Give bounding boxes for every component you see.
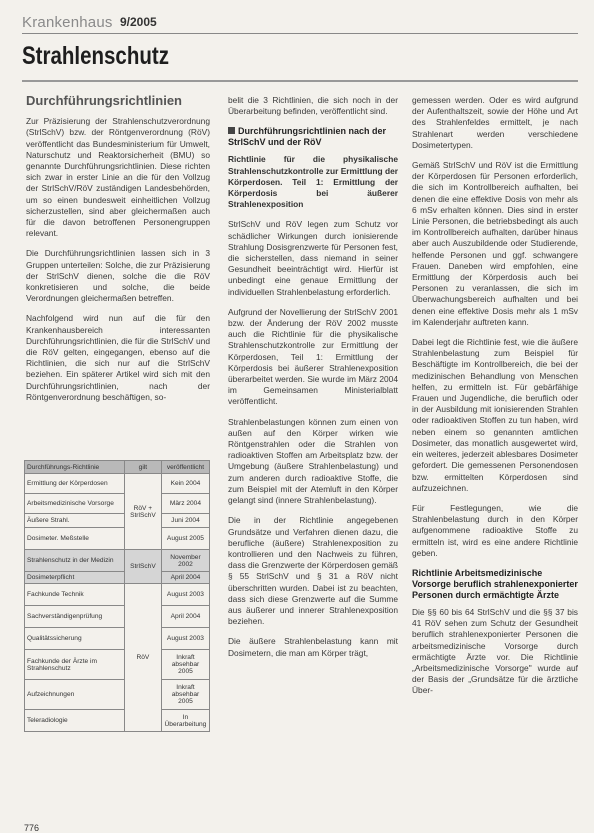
richtlinie-title: Richtlinie für die physikalische Strahlenschutzkontrolle zur Ermittlung der Körperdosen. Teil 1: Ermittlung der Körperdosis bei äußerer Strahlenexposition bbox=[228, 154, 398, 210]
table-row bbox=[25, 710, 210, 732]
paragraph: Strahlenbelastungen können zum einen von außen auf den Körper wirken wie Röntgenstrahlen oder die Strahlen von radioaktiven Stoffen am Arbeitsplatz bzw. der Umgebung (äußere Strahlenbelastung) und zum anderen durch radioaktive Stoffe, die zum Beispiel mit der Atemluft in den Körper gelangt sind (innere Strahlenbelastung). bbox=[228, 416, 398, 506]
table-cell: Fachkunde Technik bbox=[25, 584, 125, 606]
paragraph: gemessen werden. Oder es wird aufgrund der Aufenthaltszeit, sowie der Höhe und Art des Strahlenfeldes ermittelt, je nach Strahlenart werden verschiedene Dosimetertypen. bbox=[412, 95, 578, 150]
table-cell: Arbeitsmedizinische Vorsorge bbox=[25, 494, 125, 514]
table-cell: Äußere Strahl. bbox=[25, 514, 125, 528]
table-cell: März 2004 bbox=[161, 494, 209, 514]
page-header bbox=[22, 12, 577, 34]
paragraph: Aufgrund der Novellierung der StrlSchV 2001 bzw. der Änderung der RöV 2002 musste auch die Richtlinie für die physikalische Strahlenschutzkontrolle zur Ermittlung der Körperdosen, Teil 1: Ermittlung der Körperdosis bei äußerer Strahlenexposition überarbeitet werden. Sie wurde im März 2004 im Gemeinsamen Ministerialblatt veröffentlicht. bbox=[228, 306, 398, 407]
table-cell: April 2004 bbox=[161, 606, 209, 628]
column-header: veröffentlicht bbox=[161, 461, 209, 474]
column-3 bbox=[412, 95, 578, 706]
table-cell: In Überarbeitung bbox=[161, 710, 209, 732]
page-number: 776 bbox=[24, 823, 40, 833]
table-row bbox=[25, 474, 210, 494]
table-row bbox=[25, 606, 210, 628]
table-cell: Aufzeichnungen bbox=[25, 680, 125, 710]
subheading-text: Durchführungsrichtlinien nach der StrlSchV und der RöV bbox=[228, 126, 387, 148]
table-cell: Teleradiologie bbox=[25, 710, 125, 732]
table-header-row bbox=[25, 461, 210, 474]
table-cell: RöV bbox=[124, 584, 161, 732]
column-header: gilt bbox=[124, 461, 161, 474]
table-cell: Qualitätssicherung bbox=[25, 628, 125, 650]
table-cell: Dosimeterpflicht bbox=[25, 572, 125, 584]
header-rule bbox=[22, 33, 578, 34]
column-1 bbox=[26, 95, 210, 412]
paragraph: Für Festlegungen, wie die Strahlenbelastung durch in den Körper aufgenommene radioaktive Stoffe zu ermitteln ist, wird es eine andere Richtlinie geben. bbox=[412, 502, 578, 558]
square-bullet-icon bbox=[228, 127, 235, 134]
table-cell: Inkraft absehbar 2005 bbox=[161, 650, 209, 680]
title-rule bbox=[22, 80, 578, 82]
paragraph: Zur Präzisierung der Strahlenschutzverordnung (StrlSchV) bzw. der Röntgenverordnung (RöV) veröffentlicht das Bundesministerium für Umwelt, Naturschutz und Reaktorsicherheit (BMU) so genannte Durchführungsrichtlinien. Diese richten sich zwar in erster Linie an die für den Vollzug der StrlSchV/RöV zuständigen Landesbehörden, um so einen bundesweit einheitlichen Vollzug sicherzustellen, sind aber gleichermaßen auch für die davon betroffenen Personengruppen relevant. bbox=[26, 116, 210, 239]
paragraph: Die Durchführungsrichtlinien lassen sich in 3 Gruppen unterteilen: Solche, die zur Präzisierung der StrlSchV dienen, solche die die RöV konkretisieren und solche, die beide Verordnungen gleichermaßen betreffen. bbox=[26, 248, 210, 304]
issue-number: 9/2005 bbox=[120, 15, 157, 29]
table-cell: Juni 2004 bbox=[161, 514, 209, 528]
table-cell: Ermittlung der Körperdosen bbox=[25, 474, 125, 494]
table-row bbox=[25, 650, 210, 680]
table-row bbox=[25, 628, 210, 650]
table-row bbox=[25, 528, 210, 550]
table-cell: November 2002 bbox=[161, 550, 209, 572]
table-cell: Inkraft absehbar 2005 bbox=[161, 680, 209, 710]
table-cell: Dosimeter. Meßstelle bbox=[25, 528, 125, 550]
paragraph: Die §§ 60 bis 64 StrlSchV und die §§ 37 bis 41 RöV sehen zum Schutz der Gesundheit beruflich strahlenexponierter Personen die arbeitsmedizinische Vorsorge durch ermächtigte Ärzte vor. Die Richtlinie „Arbeitsmedizinische Vorsorge" wurde auf der Basis der „Grundsätze für die ärztliche Über- bbox=[412, 606, 578, 696]
column-2 bbox=[228, 95, 398, 668]
subheading bbox=[228, 126, 398, 148]
table-cell: Kein 2004 bbox=[161, 474, 209, 494]
paragraph: Die äußere Strahlenbelastung kann mit Dosimetern, die man am Körper trägt, bbox=[228, 636, 398, 658]
subheading: Richtlinie Arbeitsmedizinische Vorsorge beruflich strahlenexponierter Personen durch ermächtigte Ärzte bbox=[412, 567, 578, 600]
table-row bbox=[25, 494, 210, 514]
table-cell: August 2005 bbox=[161, 528, 209, 550]
paragraph: StrlSchV und RöV legen zum Schutz vor schädlicher Wirkungen durch ionisierende Strahlung Dosisgrenzwerte für Personen fest, die sicherstellen, dass niemand in seiner Gesundheit beeinträchtigt wird. Hierfür ist unbedingt eine genaue Ermittlung der individuellen Strahlenbelastung erforderlich. bbox=[228, 219, 398, 297]
paragraph: Nachfolgend wird nun auf die für den Krankenhausbereich interessanten Durchführungsrichtlinien, die für die StrlSchV und die RöV gelten, eingegangen, ebenso auf die Richtlinien, die sich nur auf die StrlSchV beziehen. Ein späterer Artikel wird sich mit den Durchführungsrichtlinien, nach der Röntgenverordnung beschäftigen, so- bbox=[26, 313, 210, 402]
table-cell: April 2004 bbox=[161, 572, 209, 584]
table-row bbox=[25, 680, 210, 710]
table-cell: Sachverständigenprüfung bbox=[25, 606, 125, 628]
table-row bbox=[25, 550, 210, 572]
article-title: Strahlenschutz bbox=[22, 42, 169, 70]
table-row bbox=[25, 514, 210, 528]
table-cell: Fachkunde der Ärzte im Strahlenschutz bbox=[25, 650, 125, 680]
paragraph: belit die 3 Richtlinien, die sich noch in der Überarbeitung befinden, veröffentlicht sind. bbox=[228, 95, 398, 117]
table-cell: StrlSchV bbox=[124, 550, 161, 584]
table-row bbox=[25, 572, 210, 584]
paragraph: Gemäß StrlSchV und RöV ist die Ermittlung der Körperdosen für Personen erforderlich, die sich im Kontrollbereich aufhalten, bei denen die eine effektive Dosis von mehr als 6 mSv erhalten können. Dies sind in erster Linie Personen, die betriebsbedingt als auch im Kontrollbereich aufhalten, darüber hinaus aber auch Auszubildende oder Studierende, helfende Personen und ggf. schwangere Frauen. Daneben wird empfohlen, eine Ermittlung der Körperdosis auch bei Personen zu veranlassen, die sich im Überwachungsbereich aufhalten und bei denen eine effektive Dosis mehr als 1 mSv im Kalenderjahr auftreten kann. bbox=[412, 160, 578, 327]
table-row bbox=[25, 584, 210, 606]
magazine-name: Krankenhaus bbox=[22, 14, 113, 31]
richtlinien-table bbox=[24, 460, 210, 732]
section-heading: Durchführungsrichtlinien bbox=[26, 93, 182, 108]
paragraph: Dabei legt die Richtlinie fest, wie die äußere Strahlenbelastung zum Beispiel für Beschäftigte im Kontrollbereich, die bei der medizinischen Behandlung von Menschen helfen, zu ermitteln ist. Für gebärfähige Frauen und Jugendliche, die beruflich oder in der Ausbildung mit ionisierenden Strahlen oder radioaktiven Stoffen zu tun haben, wird neben einem so genannten amtlichen Dosimeter, das monatlich ausgewertet wird, ein weiteres, jederzeit ablesbares Dosimeter gefordert. Die gemessenen Personendosen bzw. ermittelten Körperdosen sind aufzuzeichnen. bbox=[412, 337, 578, 493]
table-cell: RöV + StrlSchV bbox=[124, 474, 161, 550]
column-header: Durchführungs-Richtlinie bbox=[25, 461, 125, 474]
table-cell: Strahlenschutz in der Medizin bbox=[25, 550, 125, 572]
paragraph: Die in der Richtlinie angegebenen Grundsätze und Verfahren dienen dazu, die berufliche (äußere) Strahlenexposition zu kontrollieren und den Nachweis zu führen, dass die Grenzwerte der Körperdosen gemäß § 55 StrlSchV und § 31 a RöV nicht überschritten wurden. Dabei ist zu beachten, dass sich diese Grenzwerte auf die Summe aus äußerer und innerer Strahlenexposition beziehen. bbox=[228, 515, 398, 627]
table-cell: August 2003 bbox=[161, 584, 209, 606]
table-cell: August 2003 bbox=[161, 628, 209, 650]
